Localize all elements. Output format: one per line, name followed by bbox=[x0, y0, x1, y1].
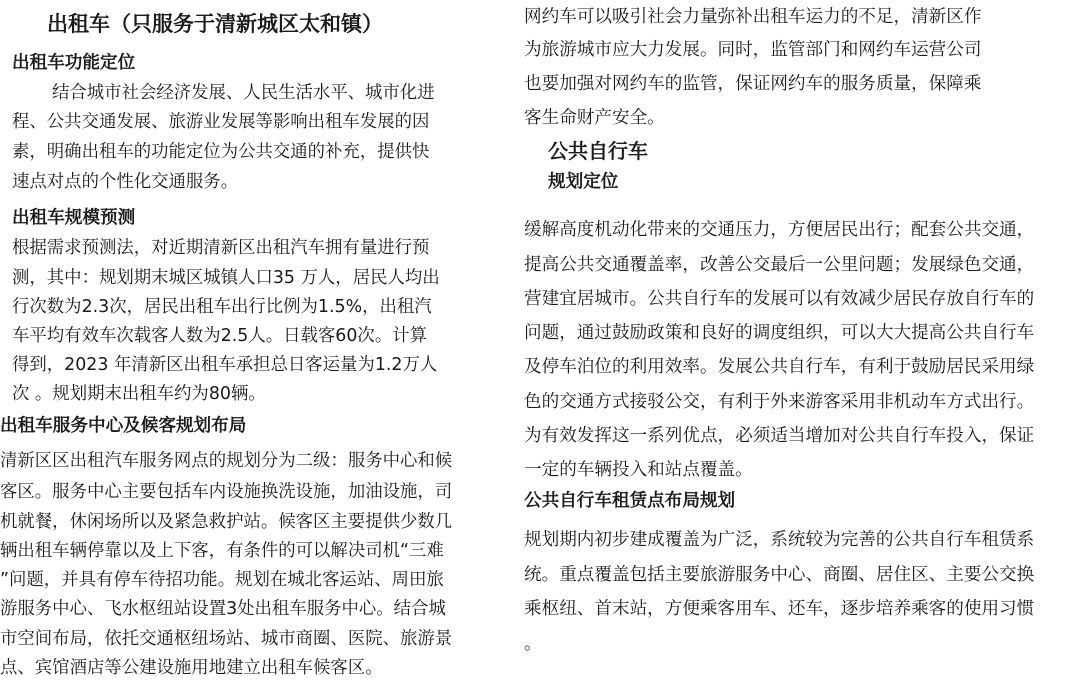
text-line: 问题，通过鼓励政策和良好的调度组织，可以大大提高公共自行车 bbox=[524, 323, 1035, 343]
text-line: 乘枢纽、首末站，方便乘客用车、还车，逐步培养乘客的使用习惯 bbox=[524, 599, 1035, 619]
taxi-scale-heading: 出租车规模预测 bbox=[12, 208, 136, 228]
text-line: 为有效发挥这一系列优点，必须适当增加对公共自行车投入，保证 bbox=[524, 426, 1035, 446]
text-line: 测，其中：规划期末城区城镇人口35 万人，居民人均出 bbox=[12, 268, 440, 288]
bike-title: 公共自行车 bbox=[548, 139, 648, 163]
text-line: ”问题，并具有停车待招功能。规划在城北客运站、周田旅 bbox=[0, 570, 444, 590]
text-line: 提高公共交通覆盖率，改善公交最后一公里问题；发展绿色交通， bbox=[524, 255, 1035, 275]
taxi-function-heading: 出租车功能定位 bbox=[12, 53, 136, 73]
text-line: 得到，2023 年清新区出租车承担总日客运量为1.2万人 bbox=[12, 355, 438, 375]
text-line: 程、公共交通发展、旅游业发展等影响出租车发展的因 bbox=[12, 112, 430, 132]
text-line: 营建宜居城市。公共自行车的发展可以有效减少居民存放自行车的 bbox=[524, 289, 1035, 309]
text-line: 市空间布局，依托交通枢纽场站、城市商圈、医院、旅游景 bbox=[0, 629, 453, 649]
text-line: 及停车泊位的利用效率。发展公共自行车，有利于鼓励居民采用绿 bbox=[524, 357, 1035, 377]
text-line: 车平均有效车次载客人数为2.5人。日载客60次。计算 bbox=[12, 326, 427, 346]
text-line: 行次数为2.3次，居民出租车出行比例为1.5%，出租汽 bbox=[12, 297, 432, 317]
bike-positioning-heading: 规划定位 bbox=[548, 172, 619, 192]
text-line: 客生命财产安全。 bbox=[524, 108, 665, 128]
text-line: 素，明确出租车的功能定位为公共交通的补充，提供快 bbox=[12, 142, 430, 162]
text-line: 为旅游城市应大力发展。同时，监管部门和网约车运营公司 bbox=[524, 40, 982, 60]
text-line: 也要加强对网约车的监管，保证网约车的服务质量，保障乘 bbox=[524, 74, 982, 94]
text-line: 结合城市社会经济发展、人民生活水平、城市化进 bbox=[52, 83, 435, 103]
text-line: 速点对点的个性化交通服务。 bbox=[12, 172, 239, 192]
text-line: 根据需求预测法，对近期清新区出租汽车拥有量进行预 bbox=[12, 238, 430, 258]
text-line: 辆出租车辆停靠以及上下客，有条件的可以解决司机“三难 bbox=[0, 541, 444, 561]
text-line: 游服务中心、飞水枢纽站设置3处出租车服务中心。结合城 bbox=[0, 599, 446, 619]
bike-rental-heading: 公共自行车租赁点布局规划 bbox=[524, 491, 736, 511]
text-line: 网约车可以吸引社会力量弥补出租车运力的不足，清新区作 bbox=[524, 7, 982, 27]
text-line: 次 。规划期末出租车约为80辆。 bbox=[12, 384, 266, 404]
text-line: 客区。服务中心主要包括车内设施换洗设施，加油设施，司 bbox=[0, 482, 453, 502]
text-line: 一定的车辆投入和站点覆盖。 bbox=[524, 460, 753, 480]
text-line: 清新区区出租汽车服务网点的规划分为二级：服务中心和候 bbox=[0, 451, 453, 471]
text-line: 机就餐，休闲场所以及紧急救护站。候客区主要提供少数几 bbox=[0, 512, 453, 532]
text-line: 缓解高度机动化带来的交通压力，方便居民出行；配套公共交通， bbox=[524, 220, 1035, 240]
text-line: 。 bbox=[524, 634, 542, 654]
taxi-title: 出租车（只服务于清新城区太和镇） bbox=[47, 12, 383, 36]
text-line: 点、宾馆酒店等公建设施用地建立出租车候客区。 bbox=[0, 658, 383, 678]
text-line: 统。重点覆盖包括主要旅游服务中心、商圈、居住区、主要公交换 bbox=[524, 565, 1035, 585]
taxi-service-heading: 出租车服务中心及候客规划布局 bbox=[0, 416, 247, 436]
text-line: 色的交通方式接驳公交，有利于外来游客采用非机动车方式出行。 bbox=[524, 392, 1035, 412]
text-line: 规划期内初步建成覆盖为广泛，系统较为完善的公共自行车租赁系 bbox=[524, 530, 1035, 550]
